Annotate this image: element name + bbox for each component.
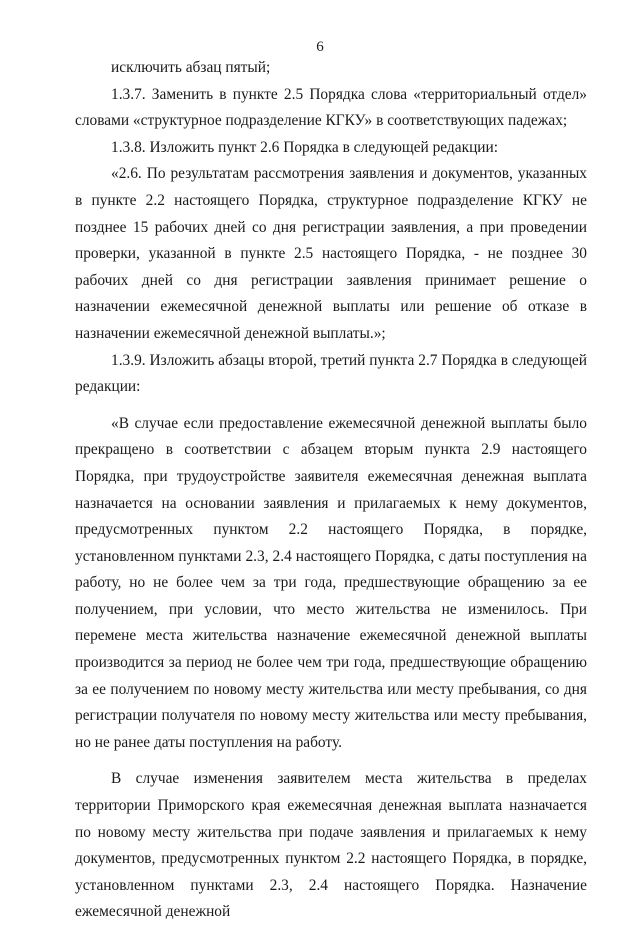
paragraph-residence-change: В случае изменения заявителем места жительства в пределах территории Приморского края ежемесячная денежная выплата назначается по новому месту жительства при подаче заявления и прилагаемых к нему документов, предусмотренных пунктом 2.2 настоящего Порядка, в порядке, установленном пунктами 2.3, 2.4 настоящего Порядка. Назначение ежемесячной денежной (75, 770, 587, 921)
paragraph-1-3-8: 1.3.8. Изложить пункт 2.6 Порядка в следующей редакции: (111, 138, 499, 156)
page-number: 6 (316, 39, 324, 55)
paragraph-1-3-7: 1.3.7. Заменить в пункте 2.5 Порядка слова «территориальный отдел» словами «структурное подразделение КГКУ» в соответствующих падежах; (75, 85, 587, 130)
paragraph-2-7-quote: «В случае если предоставление ежемесячной денежной выплаты было прекращено в соответствии с абзацем вторым пункта 2.9 настоящего Порядка, при трудоустройстве заявителя ежемесячная денежная выплата назначается на основании заявления и прилагаемых к нему документов, предусмотренных пунктом 2.2 настоящего Порядка, в порядке, установленном пунктами 2.3, 2.4 настоящего Порядка, с даты поступления на работу, но не более чем за три года, предшествующие обращению за ее получением, при условии, что место жительства не изменилось. При перемене места жительства назначение ежемесячной денежной выплаты производится за период не более чем три года, предшествующие обращению за ее получением по новому месту жительства или месту пребывания, со дня регистрации получателя по новому месту жительства или месту пребывания, но не ранее даты поступления на работу. (75, 414, 587, 751)
paragraph-1-3-9: 1.3.9. Изложить абзацы второй, третий пункта 2.7 Порядка в следующей редакции: (75, 351, 587, 396)
paragraph-2-6-quote: «2.6. По результатам рассмотрения заявления и документов, указанных в пункте 2.2 настоящего Порядка, структурное подразделение КГКУ не позднее 15 рабочих дней со дня регистрации заявления, а при проведении проверки, указанной в пункте 2.5 настоящего Порядка, - не позднее 30 рабочих дней со дня регистрации заявления принимает решение о назначении ежемесячной денежной выплаты или решение об отказе в назначении ежемесячной денежной выплаты.»; (75, 165, 587, 342)
document-body (75, 55, 587, 926)
paragraph-exclude-abzac: исключить абзац пятый; (111, 59, 271, 76)
